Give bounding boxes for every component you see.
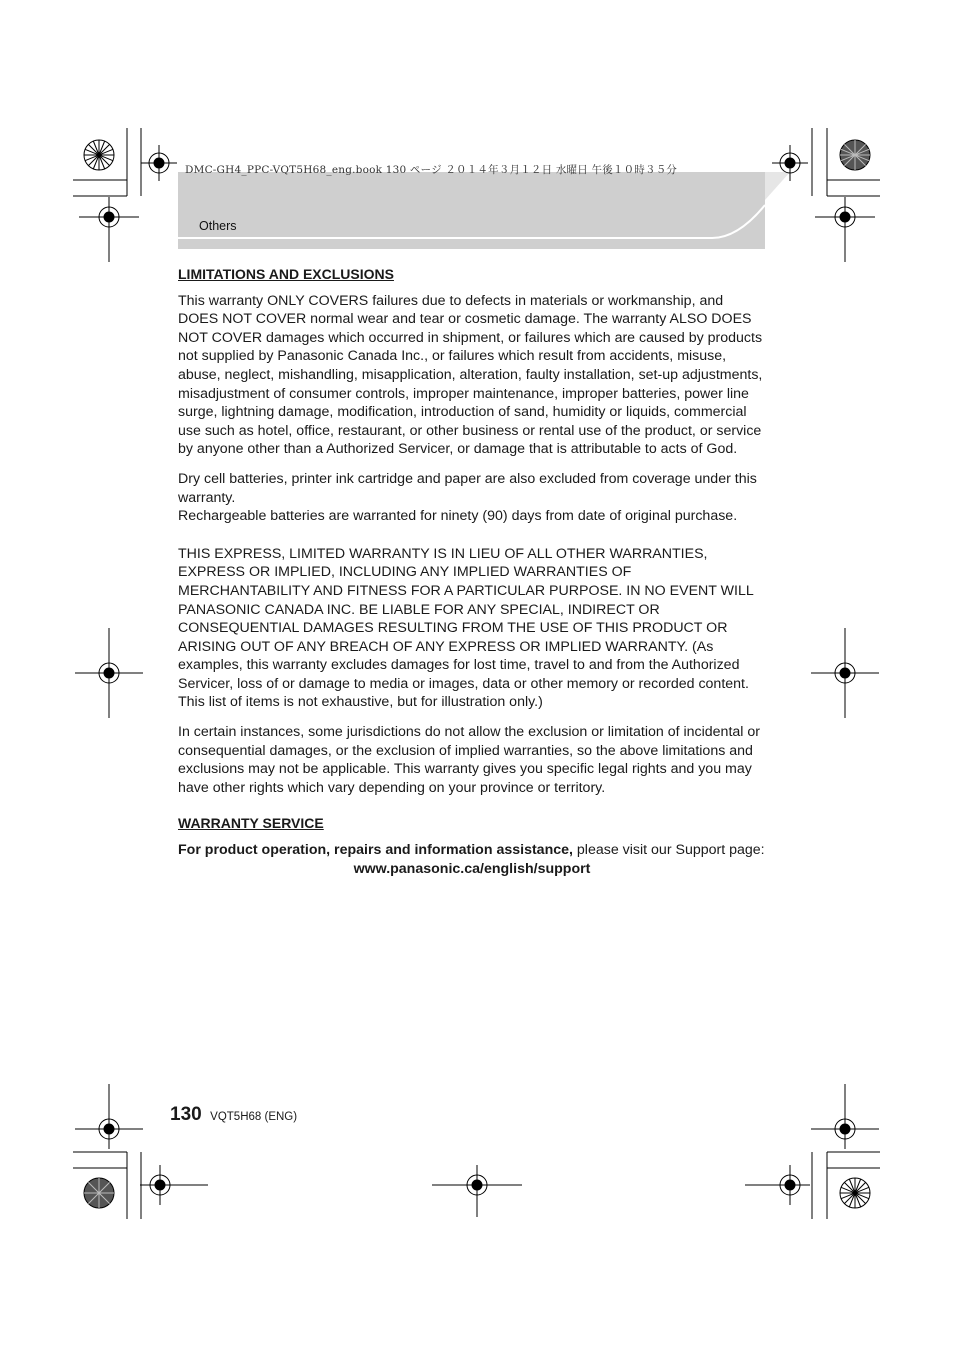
limitations-heading: LIMITATIONS AND EXCLUSIONS [178, 266, 394, 282]
warranty-content [178, 265, 766, 878]
starburst-icon [840, 140, 870, 170]
disclaimer-paragraph: THIS EXPRESS, LIMITED WARRANTY IS IN LIEU OF ALL OTHER WARRANTIES, EXPRESS OR IMPLIED, INCLUDING ANY IMPLIED WARRANTIES OF MERCHANTABILITY AND FITNESS FOR A PARTICULAR PURPOSE. IN NO EVENT WILL PANASONIC CANADA INC. BE LIABLE FOR ANY SPECIAL, INDIRECT OR CONSEQUENTIAL DAMAGES RESULTING FROM THE USE OF THIS PRODUCT OR ARISING OUT OF ANY BREACH OF ANY EXPRESS OR IMPLIED WARRANTY. (As examples, this warranty excludes damages for lost time, travel to and from the Authorized Servicer, loss of or damage to media or images, data or other memory or recorded content. This list of items is not exhaustive, but for illustration only.) [178, 545, 754, 711]
registration-target-icon [815, 197, 875, 262]
print-job-info: DMC-GH4_PPC-VQT5H68_eng.book 130 ページ ２０１４年３月１２日 水曜日 午後１０時３５分 [185, 164, 678, 176]
registration-target-icon [140, 1165, 208, 1205]
registration-target-icon [75, 628, 143, 718]
jurisdiction-paragraph: In certain instances, some jurisdictions do not allow the exclusion or limitation of incidental or consequential damages, or the exclusion of implied warranties, so the above limitations and exclusions may not be applicable. This warranty gives you specific legal rights and you may have other rights which vary depending on your province or territory. [178, 724, 760, 796]
batteries-paragraph [178, 470, 766, 526]
document-code: VQT5H68 (ENG) [210, 1111, 298, 1123]
service-lead-rest: please visit our Support page: [572, 842, 765, 859]
page-footer [170, 1104, 297, 1126]
registration-target-icon [141, 145, 177, 181]
limitations-paragraph: This warranty ONLY COVERS failures due to defects in materials or workmanship, and DOES NOT COVER normal wear and tear or cosmetic damage. The warranty ALSO DOES NOT COVER damages which occurred in shipment, or failures which are caused by products not supplied by Panasonic Canada Inc., or failures which result from accidents, misuse, abuse, neglect, mishandling, misapplication, alteration, faulty installation, set-up adjustments, misadjustment of consumer controls, improper maintenance, improper batteries, power line surge, lightning damage, modification, introduction of sand, humidity or liquids, commercial use such as hotel, office, restaurant, or other business or rental use of the product, or service by anyone other than a Authorized Servicer, or damage that is attributable to acts of God. [178, 292, 763, 458]
section-label: Others [199, 219, 237, 233]
registration-target-icon [811, 628, 879, 718]
registration-target-icon [432, 1165, 522, 1217]
starburst-icon [84, 1178, 114, 1208]
batteries-excluded-text: Dry cell batteries, printer ink cartridge and paper are also excluded from coverage under this warranty. [178, 470, 757, 506]
warranty-service-heading: WARRANTY SERVICE [178, 815, 324, 832]
rechargeable-batteries-text: Rechargeable batteries are warranted for ninety (90) days from date of original purchase. [178, 508, 738, 525]
header-band [178, 172, 790, 249]
page-number: 130 [170, 1104, 202, 1125]
registration-target-icon [79, 197, 139, 262]
registration-target-icon [745, 1165, 810, 1205]
starburst-icon [840, 1178, 870, 1208]
starburst-icon [84, 140, 114, 170]
registration-target-icon [75, 1084, 143, 1149]
registration-target-icon [811, 1084, 879, 1149]
service-paragraph [178, 841, 766, 860]
service-lead-bold: For product operation, repairs and information assistance, [178, 842, 573, 859]
support-url-link[interactable]: www.panasonic.ca/english/support [353, 860, 591, 877]
